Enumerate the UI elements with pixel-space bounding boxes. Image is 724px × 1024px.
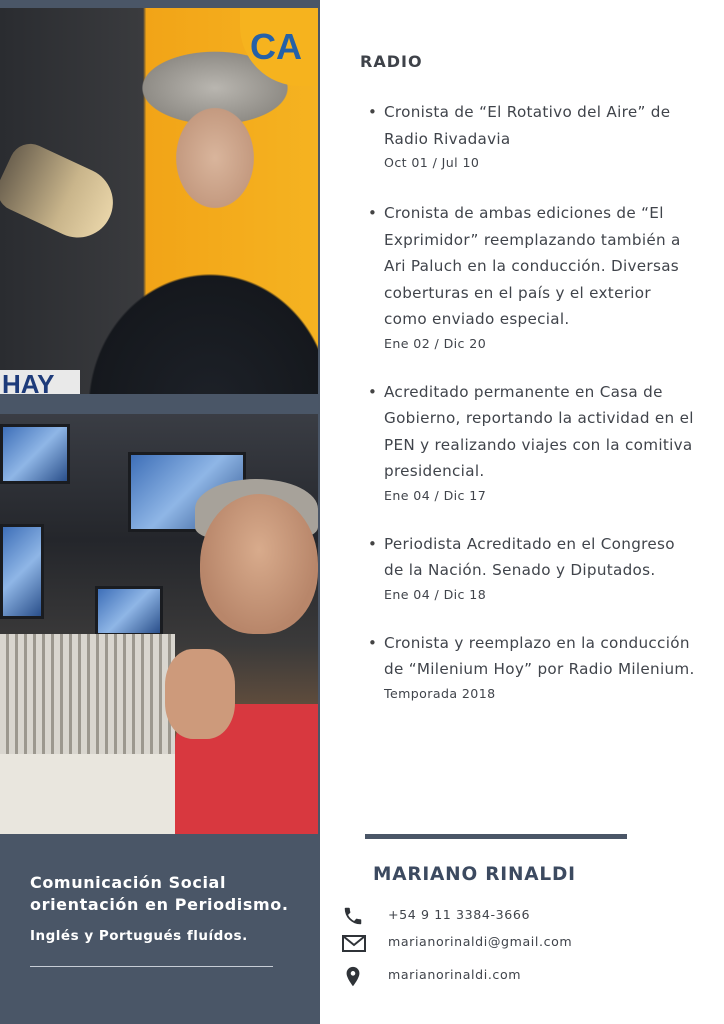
studio-monitor <box>0 424 70 484</box>
contact-email <box>342 932 682 954</box>
left-sidebar <box>0 0 320 1024</box>
divider <box>30 966 273 967</box>
studio-desk <box>0 754 180 834</box>
entry-date: Ene 02 / Dic 20 <box>384 335 487 351</box>
contact-website <box>342 965 682 987</box>
phone-number[interactable]: +54 9 11 3384-3666 <box>388 907 531 922</box>
entry-date: Ene 04 / Dic 17 <box>384 487 487 503</box>
phone-icon <box>342 905 366 927</box>
person-face <box>200 494 318 634</box>
languages-text: Inglés y Portugués fluídos. <box>30 928 248 944</box>
mixing-console <box>0 634 175 774</box>
photo-radio-microphone <box>0 8 318 394</box>
entry-description: • Periodista Acreditado en el Congreso de la Nación. Senado y Diputados. <box>384 534 675 579</box>
email-address[interactable]: marianorinaldi@gmail.com <box>388 934 573 949</box>
name-divider <box>365 834 627 839</box>
entry-description: • Cronista de ambas ediciones de “El Exprimidor” reemplazando también a Ari Paluch en la conducción. Diversas coberturas en el país y el exterior como enviado especial. <box>384 204 681 328</box>
list-item <box>368 531 698 604</box>
envelope-icon <box>342 932 366 954</box>
entry-date: Temporada 2018 <box>384 685 496 701</box>
education-line-2: orientación en Periodismo. <box>30 895 289 914</box>
location-pin-icon <box>342 965 366 987</box>
person-name: MARIANO RINALDI <box>373 864 576 885</box>
education-block <box>30 872 300 967</box>
education-line-1: Comunicación Social <box>30 873 227 892</box>
section-title: RADIO <box>360 52 423 71</box>
list-item <box>368 99 698 172</box>
contact-phone <box>342 905 682 927</box>
list-item <box>368 379 698 505</box>
studio-monitor <box>0 524 44 619</box>
photo-radio-studio <box>0 414 318 834</box>
entry-description: • Cronista de “El Rotativo del Aire” de Radio Rivadavia <box>384 103 671 148</box>
entry-date: Ene 04 / Dic 18 <box>384 586 487 602</box>
person-hand <box>165 649 235 739</box>
website-link[interactable]: marianorinaldi.com <box>388 967 522 982</box>
station-logo: CA <box>240 8 318 86</box>
microphone-graphic <box>0 137 124 249</box>
right-content <box>320 0 724 1024</box>
entry-date: Oct 01 / Jul 10 <box>384 155 480 170</box>
background-sign: HAY <box>0 370 80 394</box>
experience-list <box>368 99 698 703</box>
studio-monitor <box>95 586 163 636</box>
entry-description: • Cronista y reemplazo en la conducción de “Milenium Hoy” por Radio Milenium. <box>384 633 695 678</box>
entry-description: • Acreditado permanente en Casa de Gobierno, reportando la actividad en el PEN y realizando viajes con la comitiva presidencial. <box>384 382 694 480</box>
education-title <box>30 872 300 916</box>
list-item <box>368 200 698 353</box>
list-item <box>368 630 698 703</box>
